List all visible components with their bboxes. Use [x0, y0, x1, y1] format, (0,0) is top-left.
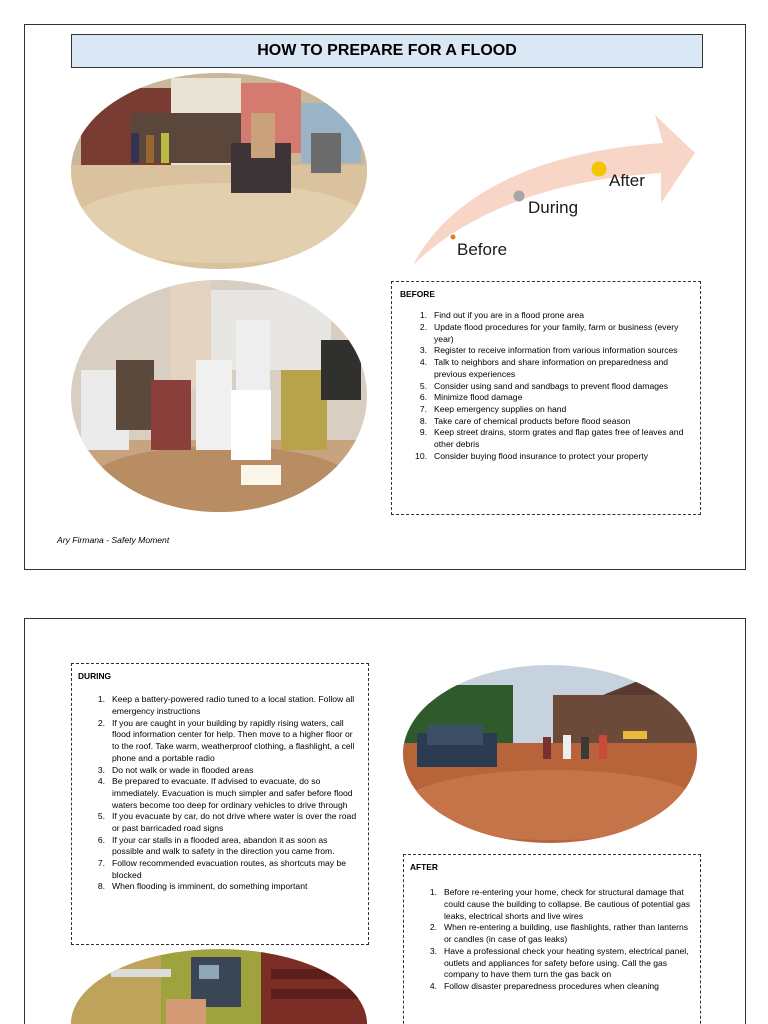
- after-item-number: 3.: [429, 945, 437, 956]
- before-item: [400, 357, 688, 380]
- before-item-number: 10.: [415, 450, 427, 461]
- before-item: [400, 392, 688, 404]
- during-item: [78, 765, 360, 777]
- before-item-number: 3.: [419, 345, 427, 356]
- page-2: [24, 618, 746, 1024]
- before-item-text: Take care of chemical products before flood season: [434, 415, 631, 426]
- before-item: [400, 404, 688, 416]
- before-item: [400, 345, 688, 357]
- before-item: [400, 451, 688, 463]
- before-item-text: Minimize flood damage: [434, 392, 523, 403]
- during-item: [78, 858, 360, 881]
- before-item-text: Find out if you are in a flood prone area: [434, 310, 585, 321]
- during-item-text: If you evacuate by car, do not drive where water is over the road or past barricaded road signs: [112, 811, 357, 833]
- before-heading: BEFORE: [400, 289, 435, 299]
- after-item: [410, 887, 692, 922]
- during-item-number: 4.: [97, 776, 105, 787]
- during-item: [78, 776, 360, 811]
- before-item-text: Consider using sand and sandbags to prevent flood damages: [434, 380, 669, 391]
- during-item: [78, 718, 360, 765]
- radio-equipment-photo: [71, 949, 367, 1024]
- before-list: [400, 310, 688, 462]
- after-section: [403, 854, 701, 1024]
- during-item-text: Keep a battery-powered radio tuned to a local station. Follow all emergency instructions: [112, 694, 355, 717]
- during-item-text: When flooding is imminent, do something important: [112, 881, 308, 892]
- during-item-text: If you are caught in your building by rapidly rising waters, call flood information center for help. Then move to a higher floor or to the roof. Take warm, weatherproof clothing, a flashlight, a cell phone and a portable radio: [112, 717, 355, 763]
- during-item: [78, 881, 360, 893]
- during-item: [78, 694, 360, 717]
- before-item-number: 8.: [419, 415, 427, 426]
- before-item-text: Consider buying flood insurance to protect your property: [434, 450, 649, 461]
- before-item-number: 2.: [419, 322, 427, 333]
- before-item: [400, 416, 688, 428]
- during-item-number: 2.: [97, 717, 105, 728]
- during-item-text: If your car stalls in a flooded area, abandon it as soon as possible and walk to safety in the direction you came from.: [112, 834, 335, 857]
- after-item-text: Have a professional check your heating system, electrical panel, outlets and appliances for safety before using. Call the gas company to have them turn the gas back on: [444, 945, 689, 980]
- after-dot: [592, 162, 607, 177]
- during-heading: DURING: [78, 671, 112, 681]
- during-item-text: Do not walk or wade in flooded areas: [112, 764, 254, 775]
- before-item: [400, 322, 688, 345]
- flooded-street-car-photo: [403, 665, 697, 843]
- before-item-text: Keep emergency supplies on hand: [434, 403, 567, 414]
- after-item-text: When re-entering a building, use flashlights, rather than lanterns or candles (in case of gas leaks): [444, 922, 689, 945]
- during-label: During: [528, 198, 579, 217]
- page-title: HOW TO PREPARE FOR A FLOOD: [71, 34, 703, 68]
- after-item-text: Follow disaster preparedness procedures when cleaning: [444, 980, 659, 991]
- community-meeting-photo: [71, 280, 367, 512]
- after-heading: AFTER: [410, 862, 438, 872]
- author-credit: Ary Firmana - Safety Moment: [57, 535, 170, 545]
- flood-timeline-graphic: [405, 85, 705, 270]
- before-item: [400, 381, 688, 393]
- after-item-number: 1.: [429, 887, 437, 898]
- during-item: [78, 811, 360, 834]
- before-item: [400, 427, 688, 450]
- before-item-number: 4.: [419, 357, 427, 368]
- after-label: After: [609, 171, 645, 190]
- during-dot: [514, 191, 525, 202]
- before-item-number: 1.: [419, 310, 427, 321]
- during-item-number: 3.: [97, 764, 105, 775]
- during-list: [78, 694, 360, 893]
- during-item-text: Follow recommended evacuation routes, as shortcuts may be blocked: [112, 858, 347, 880]
- before-section: [391, 281, 701, 515]
- during-item-number: 5.: [97, 811, 105, 822]
- during-item-number: 8.: [97, 881, 105, 892]
- before-item-text: Register to receive information from various information sources: [434, 345, 678, 356]
- after-list: [410, 887, 692, 992]
- during-item-number: 6.: [97, 834, 105, 845]
- during-item-number: 7.: [97, 858, 105, 869]
- during-item-number: 1.: [97, 694, 105, 705]
- after-item: [410, 922, 692, 945]
- after-item-number: 4.: [429, 980, 437, 991]
- timeline-arrow: [413, 115, 695, 265]
- after-item: [410, 946, 692, 981]
- before-item: [400, 310, 688, 322]
- page-1: [24, 24, 746, 570]
- before-item-number: 5.: [419, 380, 427, 391]
- during-item-text: Be prepared to evacuate. If advised to evacuate, do so immediately. Evacuation is much simpler and safer before flood waters become too deep for ordinary vehicles to drive through: [112, 776, 353, 810]
- before-item-text: Talk to neighbors and share information on preparedness and previous experiences: [434, 357, 669, 379]
- before-item-number: 9.: [419, 427, 427, 438]
- during-section: [71, 663, 369, 945]
- before-item-number: 6.: [419, 392, 427, 403]
- before-dot: [451, 235, 456, 240]
- before-item-text: Keep street drains, storm grates and flap gates free of leaves and other debris: [434, 427, 684, 449]
- before-item-text: Update flood procedures for your family, farm or business (every year): [434, 322, 679, 344]
- flood-wading-photo: [71, 73, 367, 269]
- before-item-number: 7.: [419, 403, 427, 414]
- after-item-number: 2.: [429, 922, 437, 933]
- after-item-text: Before re-entering your home, check for structural damage that could cause the building to collapse. Be cautious of potential gas leaks, electrical shorts and live wires: [444, 887, 691, 921]
- during-item: [78, 835, 360, 858]
- after-item: [410, 981, 692, 993]
- before-label: Before: [457, 240, 508, 259]
